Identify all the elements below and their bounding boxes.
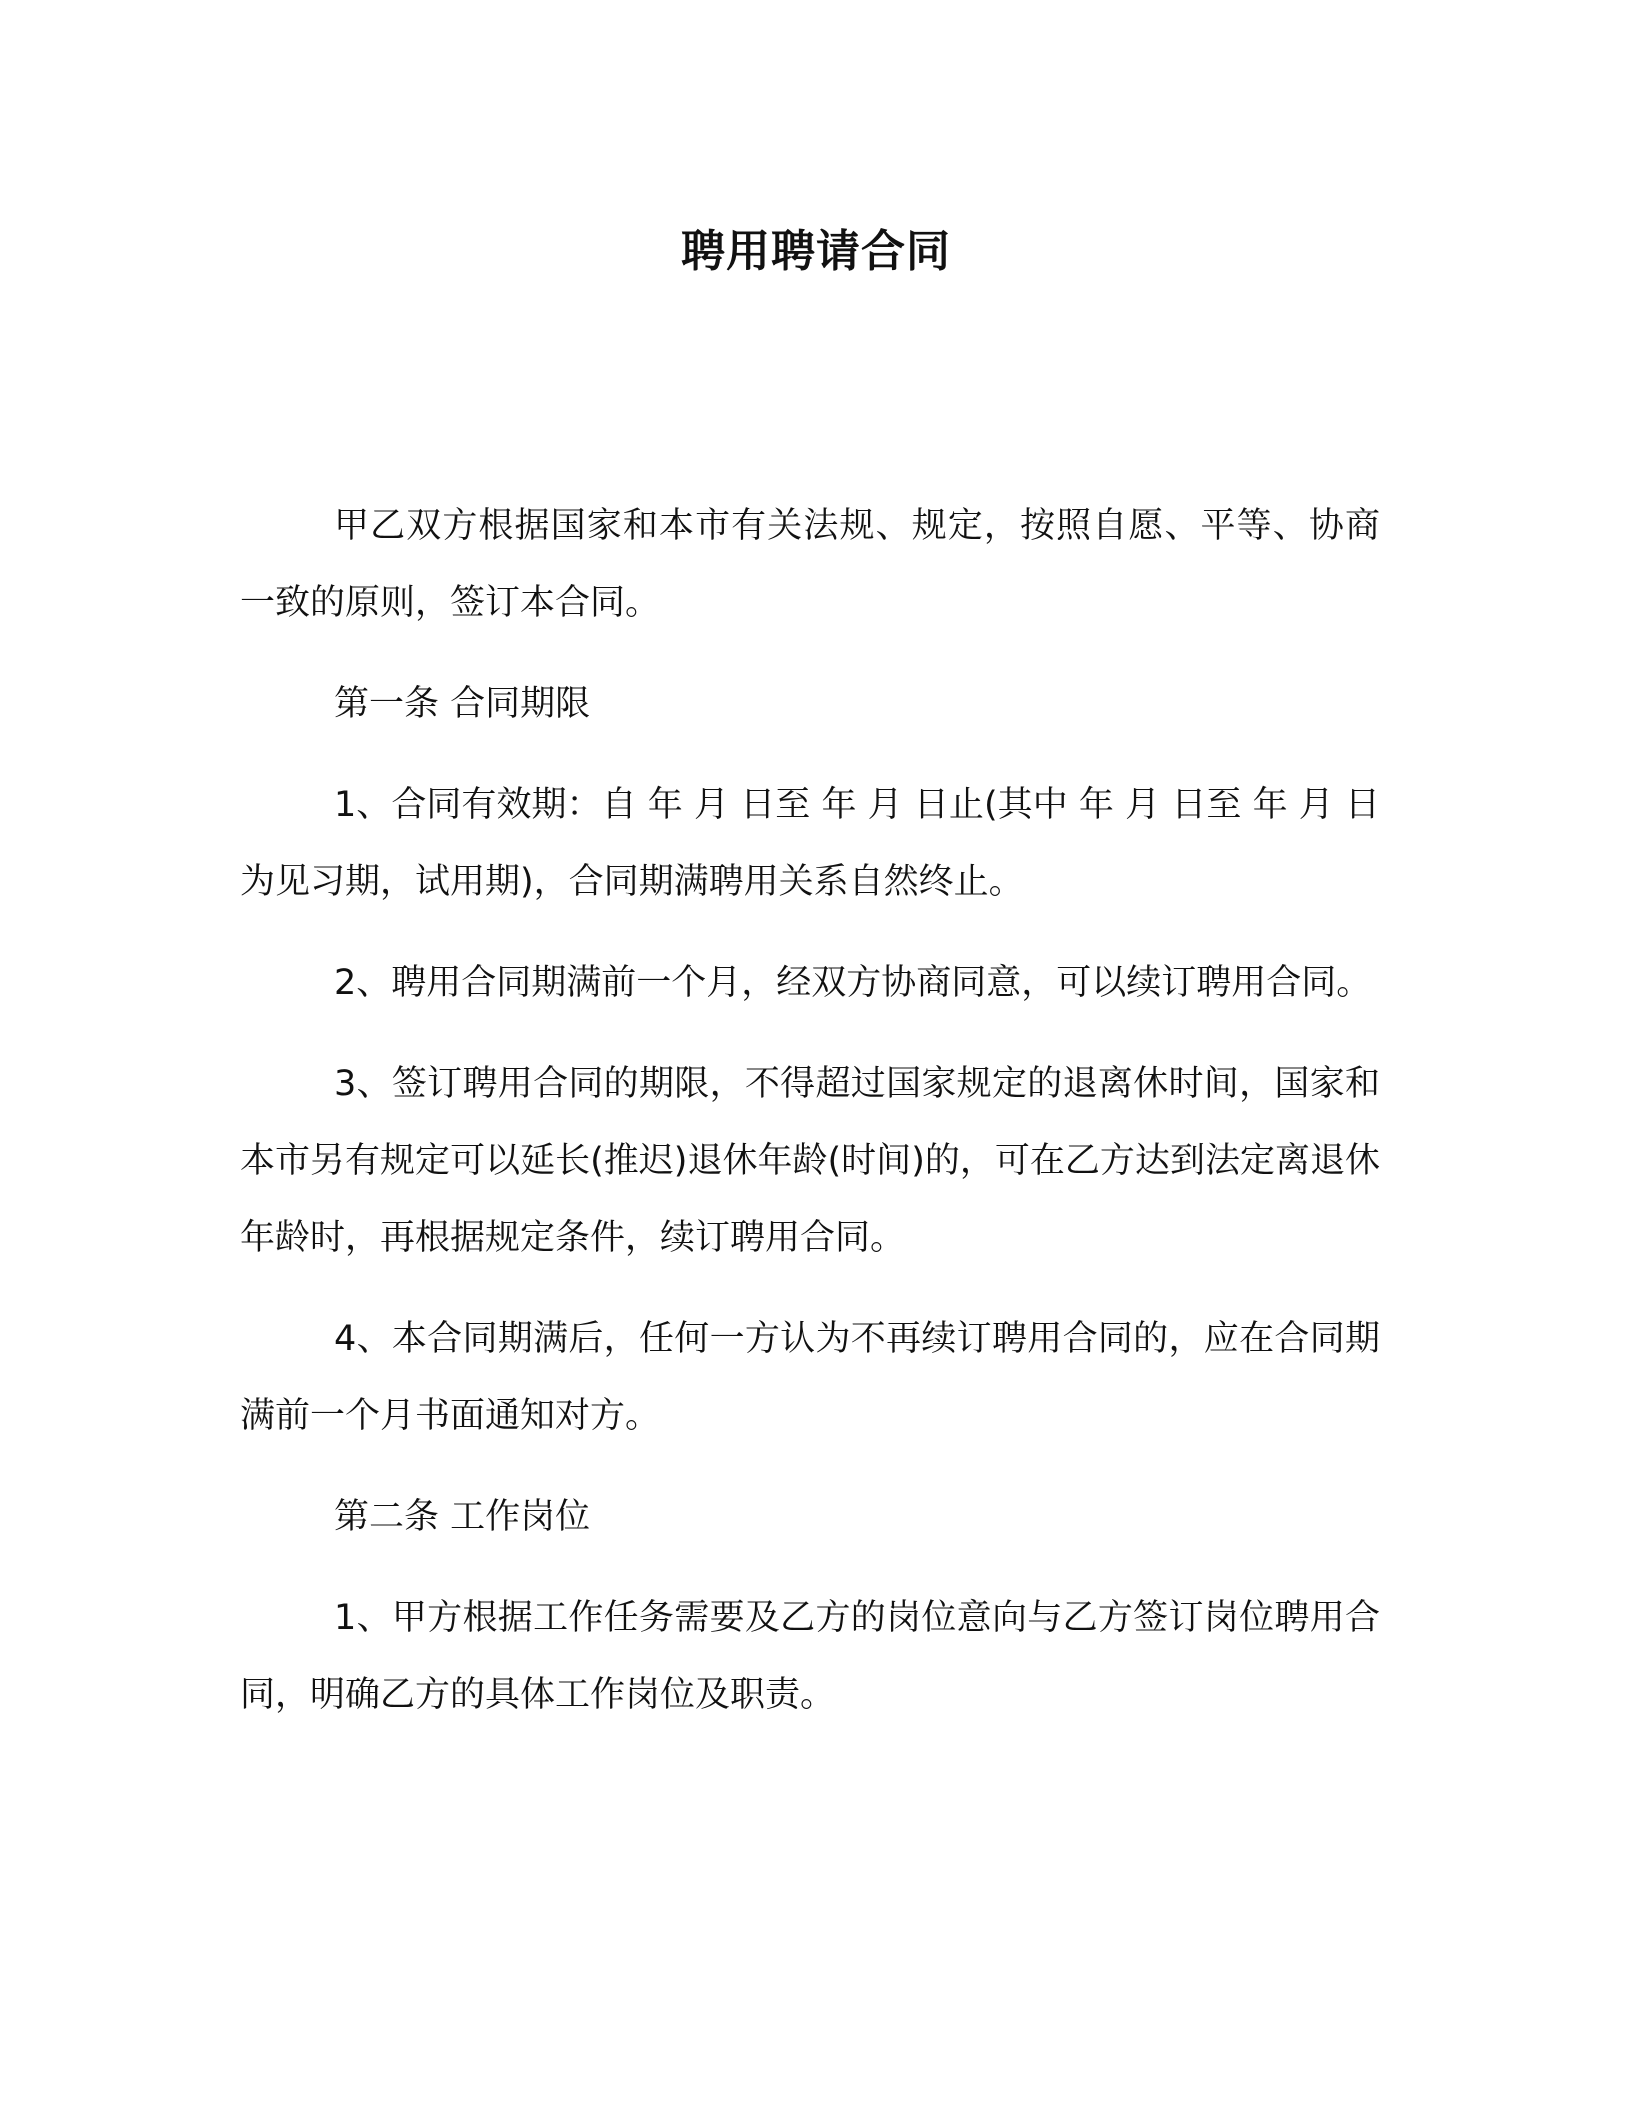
article-1-clause-1: 1、合同有效期：自 年 月 日至 年 月 日止(其中 年 月 日至 年 月 日为见习期，试用期)，合同期满聘用关系自然终止。 (240, 785, 1380, 902)
article-2-heading: 第二条 工作岗位 (334, 1497, 591, 1537)
article-2-clause-1: 1、甲方根据工作任务需要及乙方的岗位意向与乙方签订岗位聘用合同，明确乙方的具体工作岗位及职责。 (240, 1598, 1380, 1715)
article-1-clause-4: 4、本合同期满后，任何一方认为不再续订聘用合同的，应在合同期满前一个月书面通知对方。 (240, 1319, 1380, 1436)
article-1-clause-2: 2、聘用合同期满前一个月，经双方协商同意，可以续订聘用合同。 (334, 963, 1372, 1003)
article-1-clause-3: 3、签订聘用合同的期限，不得超过国家规定的退离休时间，国家和本市另有规定可以延长(推迟)退休年龄(时间)的，可在乙方达到法定离退休年龄时，再根据规定条件，续订聘用合同。 (240, 1064, 1380, 1258)
intro-paragraph: 甲乙双方根据国家和本市有关法规、规定，按照自愿、平等、协商一致的原则，签订本合同。 (240, 506, 1380, 623)
article-1-heading: 第一条 合同期限 (334, 684, 591, 724)
document-title: 聘用聘请合同 (681, 226, 951, 277)
document-body (240, 488, 1380, 1758)
